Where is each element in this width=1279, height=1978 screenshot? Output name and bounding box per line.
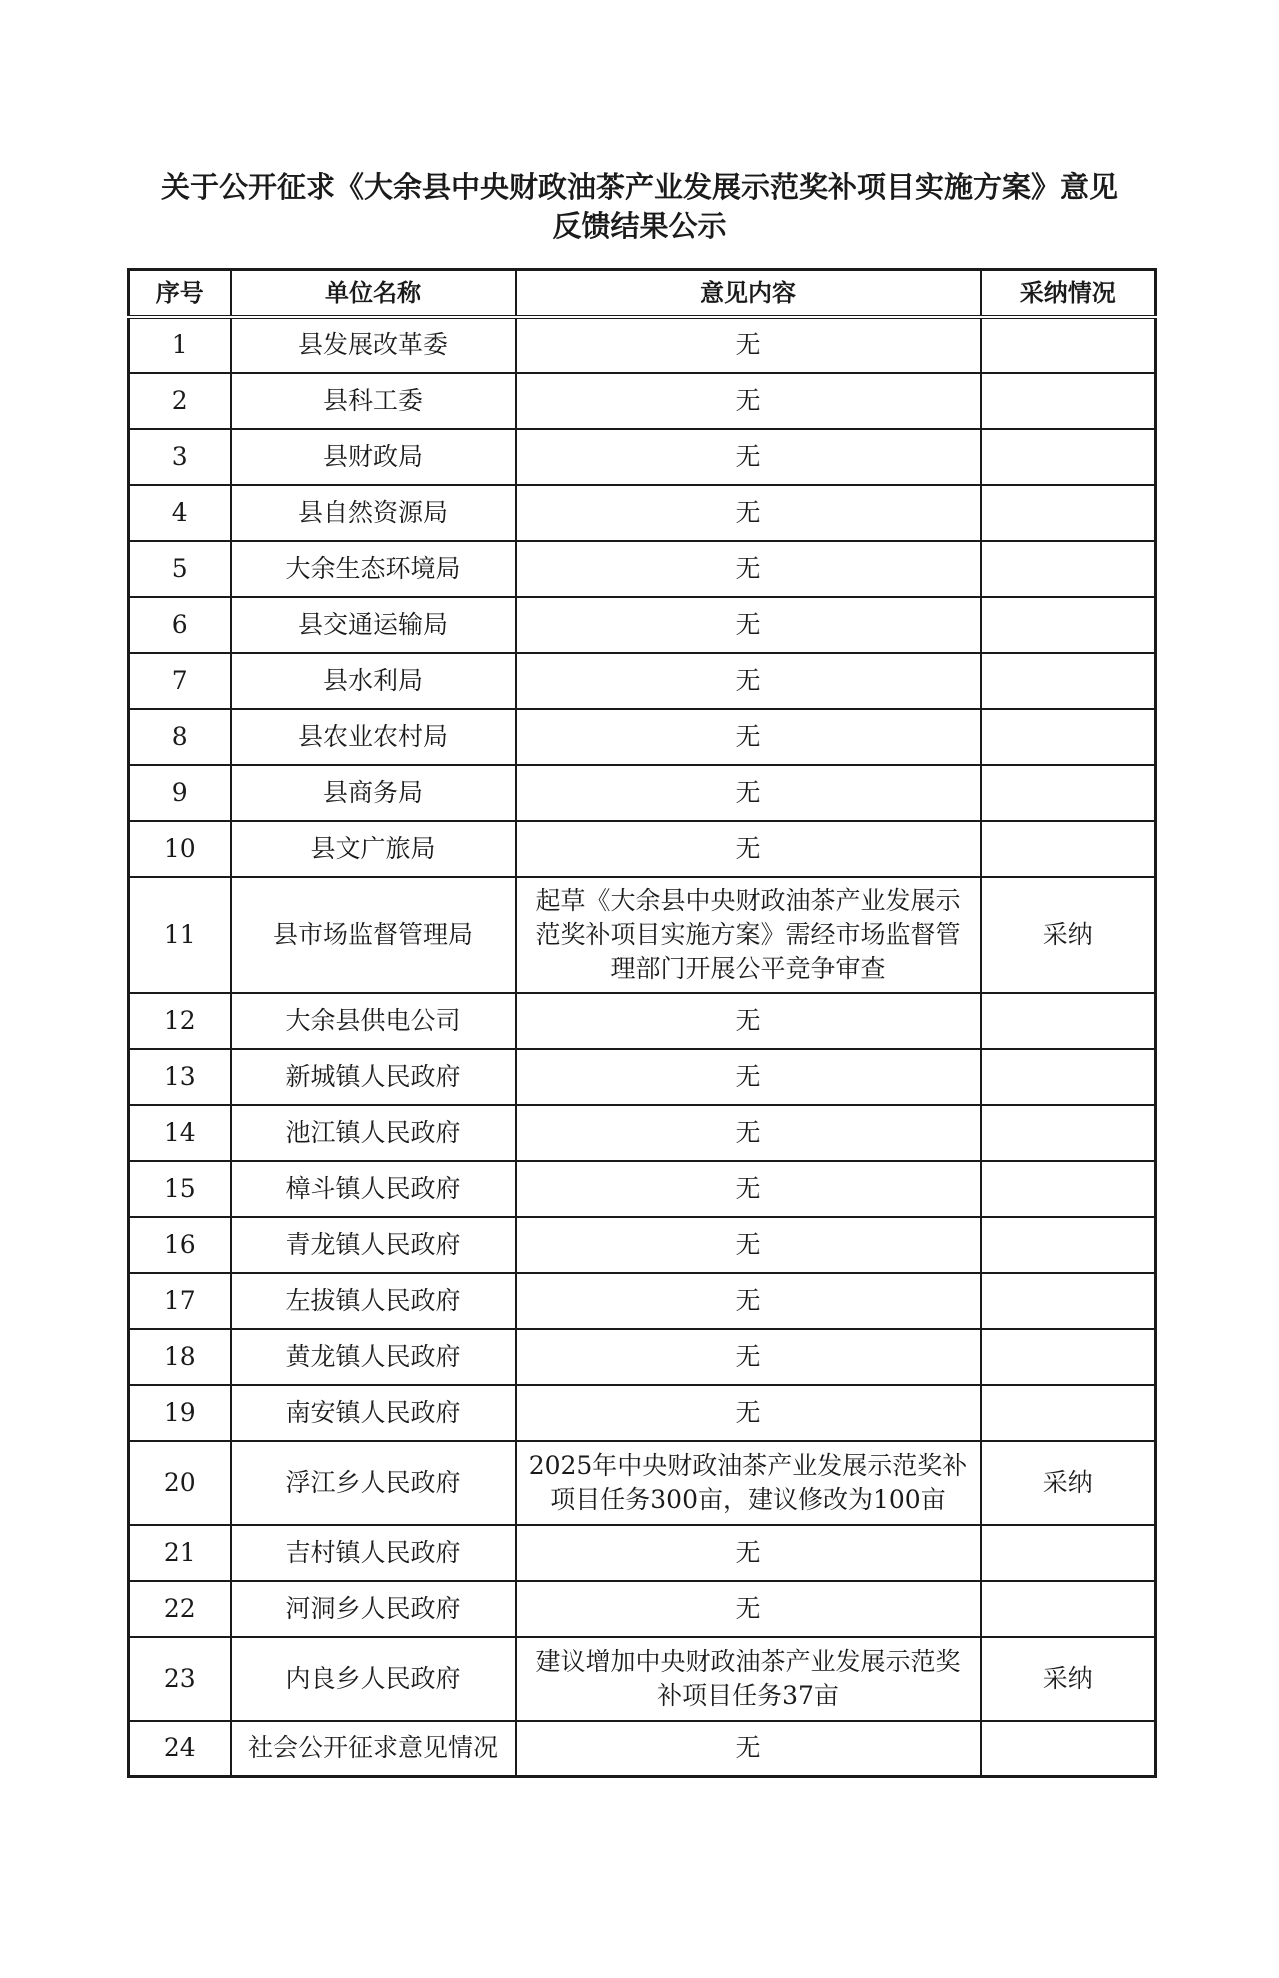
serial-number-cell: 11 — [129, 877, 231, 993]
adoption-status-cell: 采纳 — [981, 877, 1156, 993]
adoption-status-cell — [981, 317, 1156, 373]
serial-number-cell: 8 — [129, 709, 231, 765]
adoption-status-cell: 采纳 — [981, 1441, 1156, 1525]
table-row — [129, 709, 1156, 765]
table-row — [129, 1581, 1156, 1637]
unit-name-cell: 县水利局 — [231, 653, 516, 709]
serial-number-cell: 10 — [129, 821, 231, 877]
table-header — [129, 270, 1156, 317]
adoption-status-cell — [981, 1049, 1156, 1105]
adoption-status-cell: 采纳 — [981, 1637, 1156, 1721]
unit-name-cell: 大余生态环境局 — [231, 541, 516, 597]
unit-name-cell: 县文广旅局 — [231, 821, 516, 877]
unit-name-cell: 大余县供电公司 — [231, 993, 516, 1049]
serial-number-cell: 18 — [129, 1329, 231, 1385]
adoption-status-cell — [981, 1217, 1156, 1273]
serial-number-cell: 9 — [129, 765, 231, 821]
opinion-content-cell: 无 — [516, 765, 981, 821]
table-row — [129, 485, 1156, 541]
serial-number-cell: 2 — [129, 373, 231, 429]
page-title — [0, 168, 1279, 246]
serial-number-cell: 22 — [129, 1581, 231, 1637]
adoption-status-cell — [981, 653, 1156, 709]
header-row — [129, 270, 1156, 317]
opinion-content-cell: 无 — [516, 653, 981, 709]
opinion-content-cell: 无 — [516, 485, 981, 541]
adoption-status-cell — [981, 485, 1156, 541]
opinion-content-cell: 无 — [516, 709, 981, 765]
table-row — [129, 1441, 1156, 1525]
adoption-status-cell — [981, 1329, 1156, 1385]
unit-name-cell: 青龙镇人民政府 — [231, 1217, 516, 1273]
opinion-content-cell: 无 — [516, 1385, 981, 1441]
unit-name-cell: 县科工委 — [231, 373, 516, 429]
opinion-content-cell: 无 — [516, 1049, 981, 1105]
table-row — [129, 993, 1156, 1049]
serial-number-cell: 23 — [129, 1637, 231, 1721]
unit-name-cell: 樟斗镇人民政府 — [231, 1161, 516, 1217]
adoption-status-cell — [981, 1581, 1156, 1637]
table-row — [129, 1329, 1156, 1385]
serial-number-cell: 16 — [129, 1217, 231, 1273]
table-row — [129, 1637, 1156, 1721]
table-row — [129, 1273, 1156, 1329]
table-row — [129, 877, 1156, 993]
table-row — [129, 1105, 1156, 1161]
serial-number-cell: 20 — [129, 1441, 231, 1525]
opinion-content-cell: 建议增加中央财政油茶产业发展示范奖补项目任务37亩 — [516, 1637, 981, 1721]
adoption-status-cell — [981, 1105, 1156, 1161]
serial-number-cell: 14 — [129, 1105, 231, 1161]
header-opinion-content: 意见内容 — [516, 270, 981, 317]
table-row — [129, 765, 1156, 821]
unit-name-cell: 左拔镇人民政府 — [231, 1273, 516, 1329]
opinion-content-cell: 2025年中央财政油茶产业发展示范奖补项目任务300亩，建议修改为100亩 — [516, 1441, 981, 1525]
unit-name-cell: 南安镇人民政府 — [231, 1385, 516, 1441]
table-row — [129, 1217, 1156, 1273]
opinion-content-cell: 无 — [516, 597, 981, 653]
opinion-content-cell: 无 — [516, 1217, 981, 1273]
unit-name-cell: 浮江乡人民政府 — [231, 1441, 516, 1525]
adoption-status-cell — [981, 1721, 1156, 1777]
opinion-content-cell: 无 — [516, 1329, 981, 1385]
unit-name-cell: 县农业农村局 — [231, 709, 516, 765]
serial-number-cell: 4 — [129, 485, 231, 541]
unit-name-cell: 县自然资源局 — [231, 485, 516, 541]
unit-name-cell: 黄龙镇人民政府 — [231, 1329, 516, 1385]
opinion-content-cell: 无 — [516, 541, 981, 597]
unit-name-cell: 新城镇人民政府 — [231, 1049, 516, 1105]
adoption-status-cell — [981, 541, 1156, 597]
opinion-content-cell: 无 — [516, 1525, 981, 1581]
serial-number-cell: 13 — [129, 1049, 231, 1105]
serial-number-cell: 1 — [129, 317, 231, 373]
adoption-status-cell — [981, 1273, 1156, 1329]
opinion-content-cell: 无 — [516, 821, 981, 877]
serial-number-cell: 15 — [129, 1161, 231, 1217]
title-line-1: 关于公开征求《大余县中央财政油茶产业发展示范奖补项目实施方案》意见 — [160, 170, 1118, 204]
adoption-status-cell — [981, 1525, 1156, 1581]
adoption-status-cell — [981, 709, 1156, 765]
adoption-status-cell — [981, 597, 1156, 653]
table-row — [129, 1385, 1156, 1441]
serial-number-cell: 21 — [129, 1525, 231, 1581]
unit-name-cell: 吉村镇人民政府 — [231, 1525, 516, 1581]
adoption-status-cell — [981, 1385, 1156, 1441]
opinion-content-cell: 无 — [516, 1161, 981, 1217]
opinion-content-cell: 无 — [516, 993, 981, 1049]
unit-name-cell: 县商务局 — [231, 765, 516, 821]
adoption-status-cell — [981, 429, 1156, 485]
table-row — [129, 541, 1156, 597]
unit-name-cell: 河洞乡人民政府 — [231, 1581, 516, 1637]
serial-number-cell: 17 — [129, 1273, 231, 1329]
opinion-content-cell: 无 — [516, 373, 981, 429]
adoption-status-cell — [981, 1161, 1156, 1217]
table-row — [129, 373, 1156, 429]
opinion-content-cell: 无 — [516, 317, 981, 373]
header-unit-name: 单位名称 — [231, 270, 516, 317]
table-row — [129, 317, 1156, 373]
unit-name-cell: 县发展改革委 — [231, 317, 516, 373]
opinion-content-cell: 起草《大余县中央财政油茶产业发展示范奖补项目实施方案》需经市场监督管理部门开展公平竞争审查 — [516, 877, 981, 993]
opinion-content-cell: 无 — [516, 1105, 981, 1161]
unit-name-cell: 县市场监督管理局 — [231, 877, 516, 993]
table-row — [129, 597, 1156, 653]
unit-name-cell: 社会公开征求意见情况 — [231, 1721, 516, 1777]
header-serial-number: 序号 — [129, 270, 231, 317]
feedback-table — [127, 268, 1157, 1778]
serial-number-cell: 12 — [129, 993, 231, 1049]
unit-name-cell: 池江镇人民政府 — [231, 1105, 516, 1161]
unit-name-cell: 内良乡人民政府 — [231, 1637, 516, 1721]
serial-number-cell: 5 — [129, 541, 231, 597]
table-row — [129, 1161, 1156, 1217]
serial-number-cell: 24 — [129, 1721, 231, 1777]
unit-name-cell: 县交通运输局 — [231, 597, 516, 653]
table-row — [129, 429, 1156, 485]
title-line-2: 反馈结果公示 — [552, 209, 727, 243]
serial-number-cell: 6 — [129, 597, 231, 653]
opinion-content-cell: 无 — [516, 1273, 981, 1329]
serial-number-cell: 19 — [129, 1385, 231, 1441]
header-adoption-status: 采纳情况 — [981, 270, 1156, 317]
table-row — [129, 1721, 1156, 1777]
opinion-content-cell: 无 — [516, 429, 981, 485]
opinion-content-cell: 无 — [516, 1581, 981, 1637]
serial-number-cell: 3 — [129, 429, 231, 485]
table-row — [129, 821, 1156, 877]
adoption-status-cell — [981, 821, 1156, 877]
serial-number-cell: 7 — [129, 653, 231, 709]
table-body — [129, 317, 1156, 1777]
adoption-status-cell — [981, 765, 1156, 821]
adoption-status-cell — [981, 993, 1156, 1049]
adoption-status-cell — [981, 373, 1156, 429]
opinion-content-cell: 无 — [516, 1721, 981, 1777]
table-row — [129, 1049, 1156, 1105]
table-row — [129, 1525, 1156, 1581]
table-row — [129, 653, 1156, 709]
unit-name-cell: 县财政局 — [231, 429, 516, 485]
